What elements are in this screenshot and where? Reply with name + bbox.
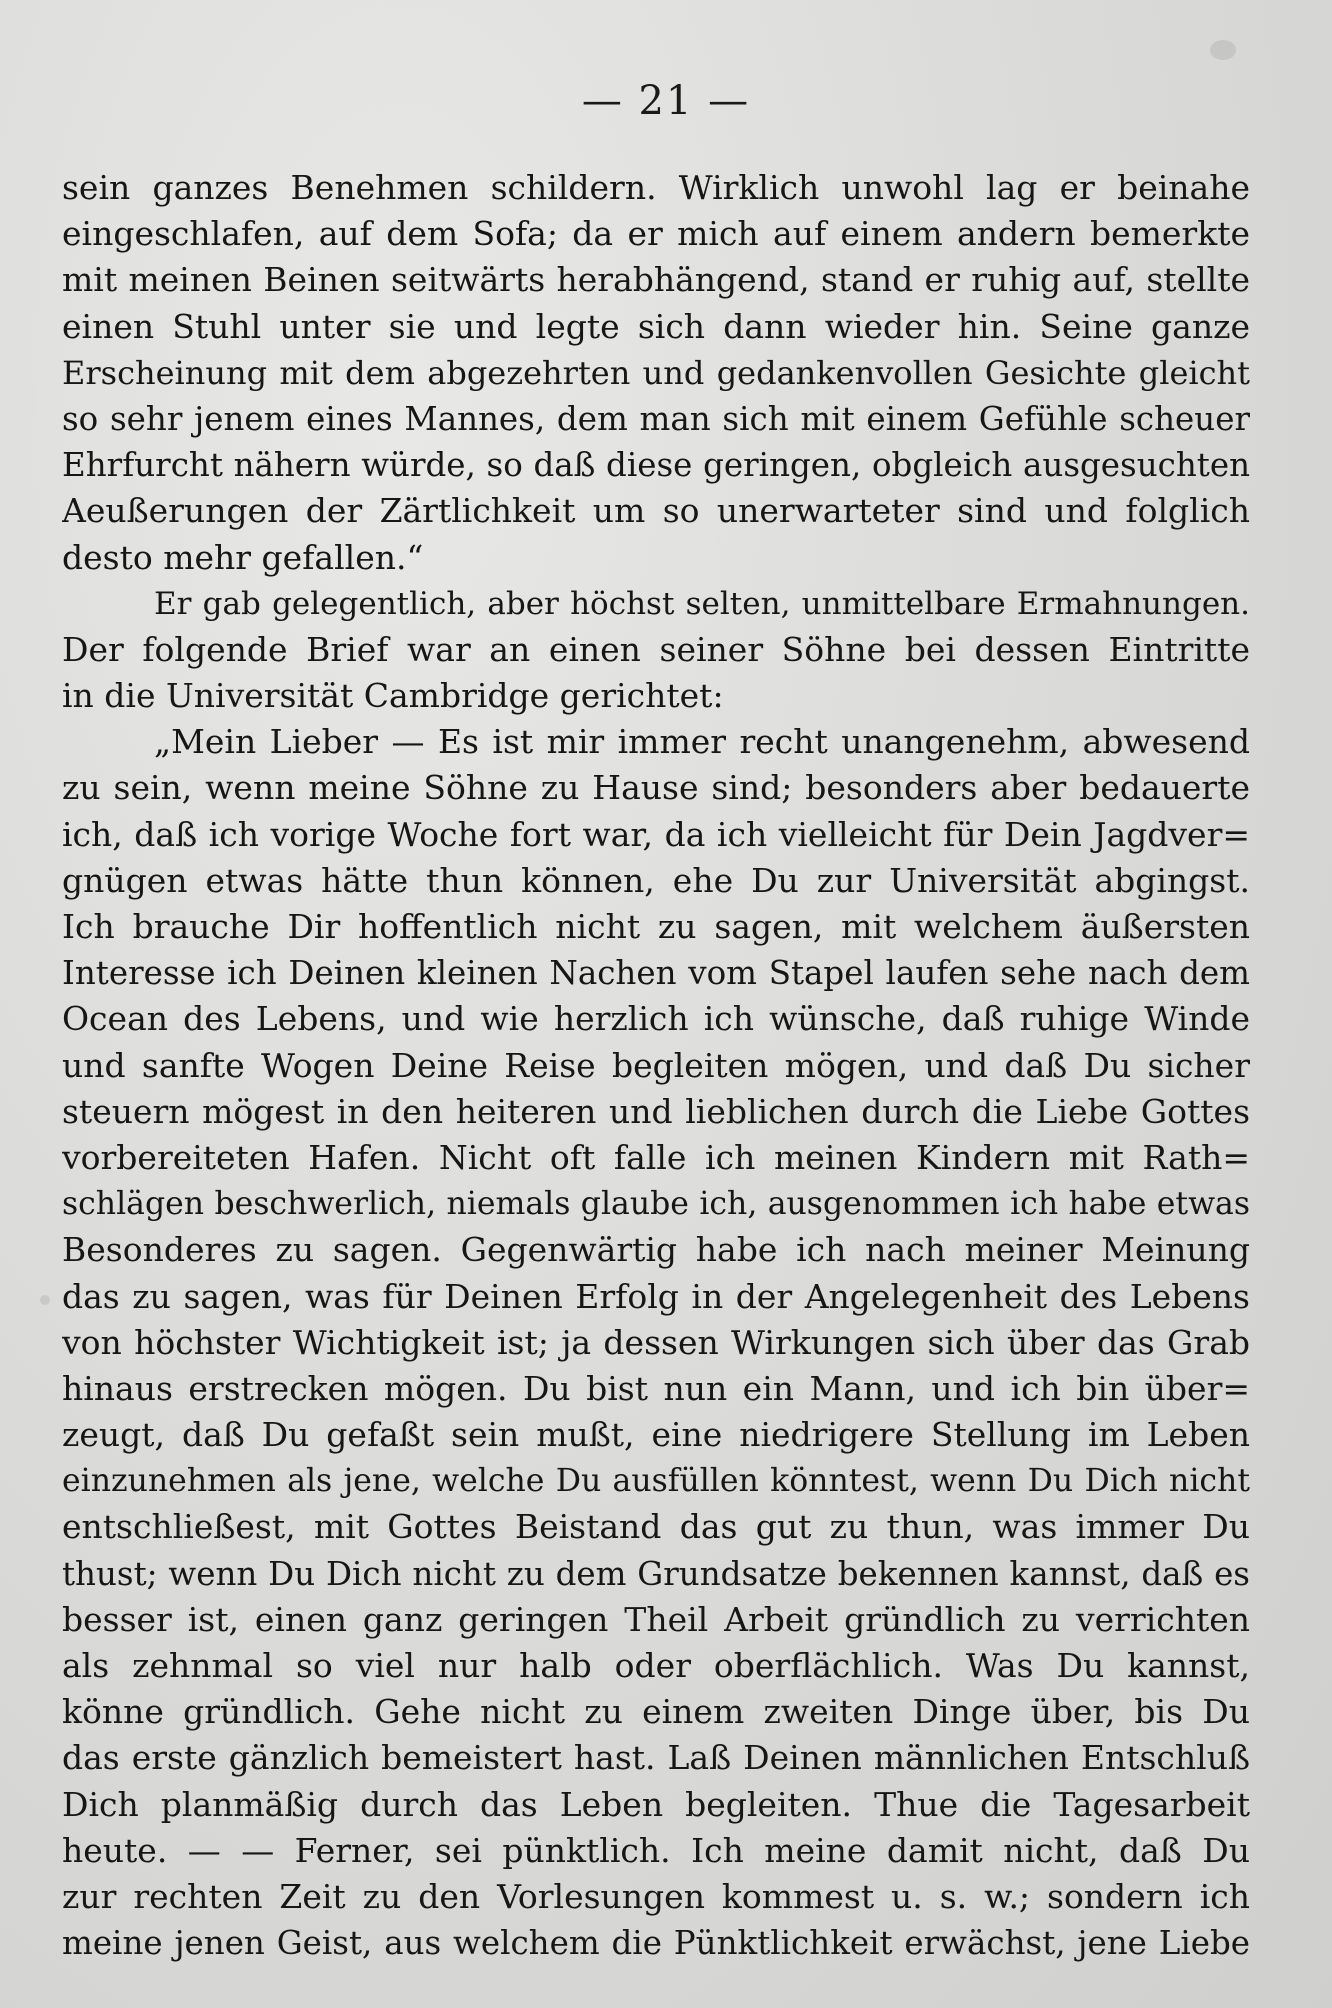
text-line: steuern mögest in den heiteren und lieblichen durch die Liebe Gottes bbox=[62, 1091, 1250, 1131]
text-line: eingeschlafen, auf dem Sofa; da er mich auf einem andern bemerkte bbox=[62, 214, 1250, 254]
paper-stain bbox=[40, 1295, 50, 1305]
text-line: gnügen etwas hätte thun können, ehe Du zur Universität abgingst. bbox=[62, 860, 1250, 900]
text-line: heute. — — Ferner, sei pünktlich. Ich meine damit nicht, daß Du bbox=[62, 1830, 1250, 1870]
text-line: einzunehmen als jene, welche Du ausfüllen könntest, wenn Du Dich nicht bbox=[62, 1463, 1250, 1500]
text-line: Besonderes zu sagen. Gegenwärtig habe ich nach meiner Meinung bbox=[62, 1230, 1250, 1270]
text-line: zu sein, wenn meine Söhne zu Hause sind; besonders aber bedauerte bbox=[62, 768, 1250, 808]
text-line: meine jenen Geist, aus welchem die Pünktlichkeit erwächst, jene Liebe bbox=[62, 1924, 1250, 1963]
text-line: einen Stuhl unter sie und legte sich dann wieder hin. Seine ganze bbox=[62, 306, 1250, 346]
text-line: Der folgende Brief war an einen seiner Söhne bei dessen Eintritte bbox=[62, 629, 1250, 669]
text-line: Ich brauche Dir hoffentlich nicht zu sagen, mit welchem äußersten bbox=[62, 907, 1250, 946]
body-text bbox=[62, 165, 1250, 1966]
text-line: thust; wenn Du Dich nicht zu dem Grundsatze bekennen kannst, daß es bbox=[62, 1554, 1250, 1593]
text-line: Aeußerungen der Zärtlichkeit um so unerwarteter sind und folglich bbox=[62, 491, 1250, 531]
text-line: zeugt, daß Du gefaßt sein mußt, eine niedrigere Stellung im Leben bbox=[62, 1415, 1250, 1455]
text-line: mit meinen Beinen seitwärts herabhängend, stand er ruhig auf, stellte bbox=[62, 260, 1250, 300]
text-line: desto mehr gefallen.“ bbox=[62, 537, 424, 577]
text-line: als zehnmal so viel nur halb oder oberflächlich. Was Du kannst, bbox=[62, 1646, 1250, 1685]
page-number: — 21 — bbox=[581, 78, 751, 124]
paper-stain bbox=[1210, 40, 1236, 60]
text-line: Interesse ich Deinen kleinen Nachen vom Stapel laufen sehe nach dem bbox=[62, 954, 1250, 993]
text-line: von höchster Wichtigkeit ist; ja dessen Wirkungen sich über das Grab bbox=[62, 1322, 1250, 1362]
text-line: in die Universität Cambridge gerichtet: bbox=[62, 676, 724, 716]
text-line: „Mein Lieber — Es ist mir immer recht unangenehm, abwesend bbox=[154, 722, 1250, 762]
text-line: Erscheinung mit dem abgezehrten und gedankenvollen Gesichte gleicht bbox=[62, 353, 1250, 392]
text-line: könne gründlich. Gehe nicht zu einem zweiten Dinge über, bis Du bbox=[62, 1692, 1250, 1732]
text-line: vorbereiteten Hafen. Nicht oft falle ich meinen Kindern mit Rath= bbox=[62, 1137, 1250, 1177]
text-line: so sehr jenem eines Mannes, dem man sich mit einem Gefühle scheuer bbox=[62, 399, 1250, 438]
text-line: schlägen beschwerlich, niemals glaube ich, ausgenommen ich habe etwas bbox=[62, 1186, 1250, 1223]
text-line: das zu sagen, was für Deinen Erfolg in der Angelegenheit des Lebens bbox=[62, 1276, 1250, 1316]
text-line: ich, daß ich vorige Woche fort war, da ich vielleicht für Dein Jagdver= bbox=[62, 814, 1250, 854]
text-line: entschließest, mit Gottes Beistand das gut zu thun, was immer Du bbox=[62, 1507, 1250, 1547]
text-line: Ocean des Lebens, und wie herzlich ich wünsche, daß ruhige Winde bbox=[62, 999, 1250, 1039]
text-line: Dich planmäßig durch das Leben begleiten. Thue die Tagesarbeit bbox=[62, 1784, 1250, 1824]
text-line: zur rechten Zeit zu den Vorlesungen kommest u. s. w.; sondern ich bbox=[62, 1876, 1250, 1916]
text-line: Ehrfurcht nähern würde, so daß diese geringen, obgleich ausgesuchten bbox=[62, 446, 1250, 485]
text-line: Er gab gelegentlich, aber höchst selten, unmittelbare Ermahnungen. bbox=[154, 585, 1250, 622]
text-line: besser ist, einen ganz geringen Theil Arbeit gründlich zu verrichten bbox=[62, 1599, 1250, 1639]
text-line: das erste gänzlich bemeistert hast. Laß Deinen männlichen Entschluß bbox=[62, 1738, 1250, 1778]
text-line: sein ganzes Benehmen schildern. Wirklich unwohl lag er beinahe bbox=[62, 168, 1250, 207]
text-line: und sanfte Wogen Deine Reise begleiten mögen, und daß Du sicher bbox=[62, 1045, 1250, 1085]
text-line: hinaus erstrecken mögen. Du bist nun ein Mann, und ich bin über= bbox=[62, 1368, 1250, 1408]
